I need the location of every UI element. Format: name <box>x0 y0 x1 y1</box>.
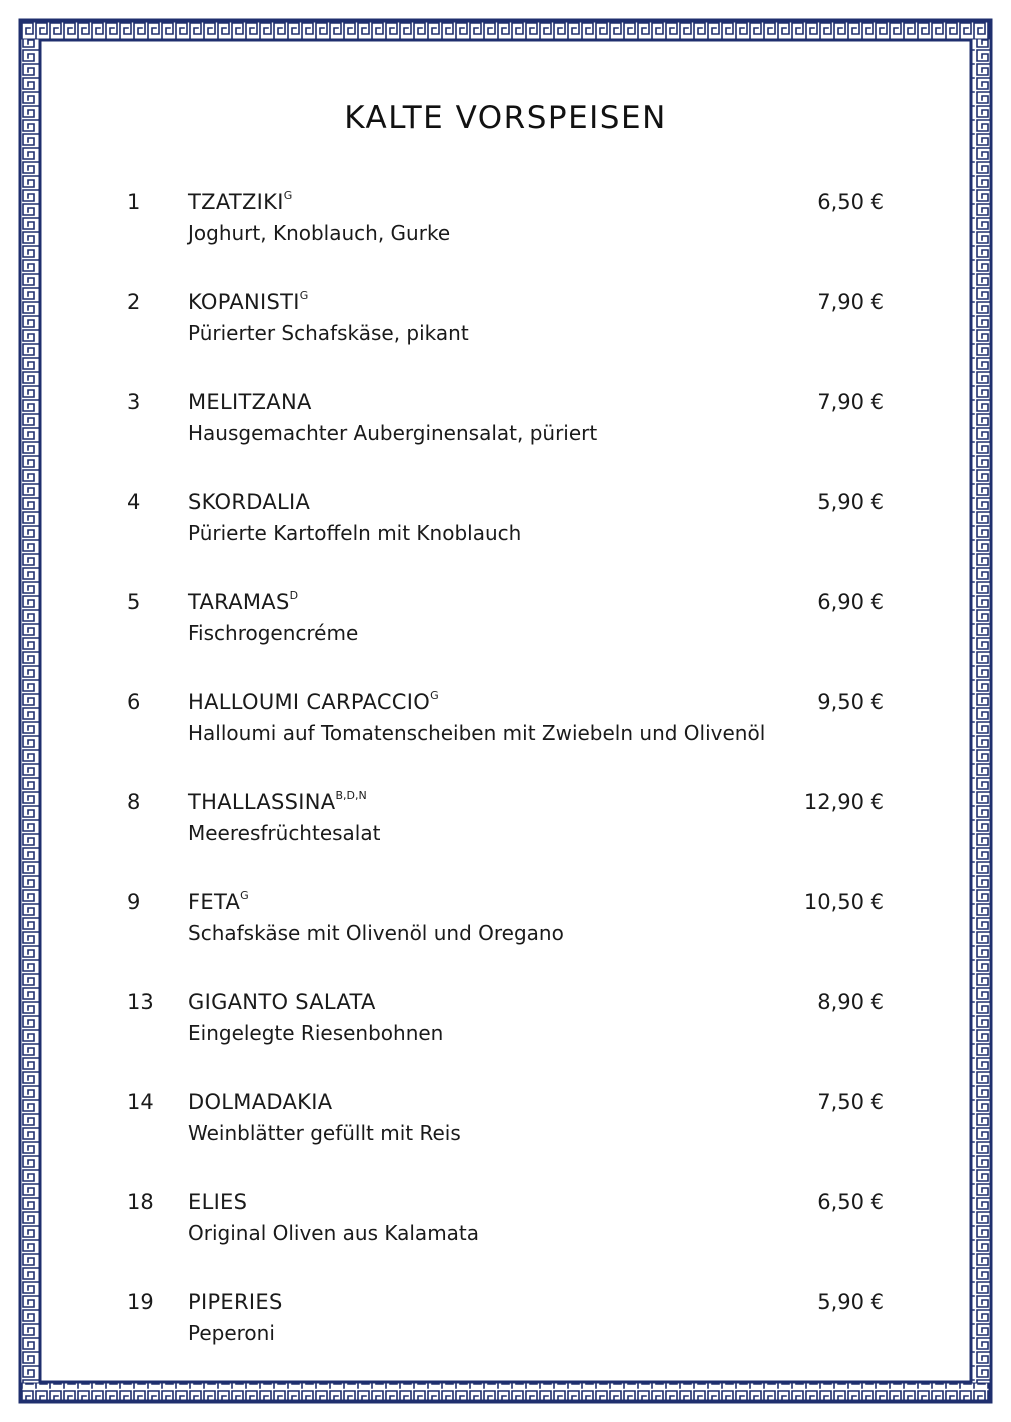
item-price: 10,50 € <box>803 890 884 914</box>
item-name-text: KOPANISTI <box>188 290 300 314</box>
item-price: 7,90 € <box>817 290 884 314</box>
item-number: 13 <box>127 990 154 1014</box>
item-name <box>188 590 298 614</box>
item-name <box>188 390 312 414</box>
item-number: 2 <box>127 290 141 314</box>
item-description: Fischrogencréme <box>188 621 359 645</box>
item-description: Weinblätter gefüllt mit Reis <box>188 1121 461 1145</box>
allergen-code: G <box>299 289 309 302</box>
item-number: 4 <box>127 490 141 514</box>
menu-item <box>0 786 1011 886</box>
item-price: 12,90 € <box>803 790 884 814</box>
item-name <box>188 1090 332 1114</box>
item-name-text: PIPERIES <box>188 1290 283 1314</box>
item-name <box>188 1190 247 1214</box>
item-price: 8,90 € <box>817 990 884 1014</box>
item-description: Peperoni <box>188 1321 275 1345</box>
item-name <box>188 290 308 314</box>
allergen-code: D <box>289 589 299 602</box>
allergen-code: G <box>430 689 439 702</box>
item-name-text: HALLOUMI CARPACCIO <box>188 690 431 714</box>
item-number: 5 <box>127 590 141 614</box>
item-number: 8 <box>127 790 141 814</box>
page-title: KALTE VORSPEISEN <box>344 100 667 136</box>
item-description: Joghurt, Knoblauch, Gurke <box>188 221 451 245</box>
item-price: 9,50 € <box>817 690 884 714</box>
item-name-text: TARAMAS <box>188 590 290 614</box>
menu-item <box>0 586 1011 686</box>
item-price: 6,50 € <box>817 190 884 214</box>
item-name <box>188 190 292 214</box>
menu-item <box>0 386 1011 486</box>
item-name <box>188 1290 283 1314</box>
item-name <box>188 690 439 714</box>
menu-item <box>0 486 1011 586</box>
menu-item <box>0 686 1011 786</box>
allergen-code: B,D,N <box>335 789 367 802</box>
item-description: Hausgemachter Auberginensalat, püriert <box>188 421 598 445</box>
item-name <box>188 890 249 914</box>
item-number: 18 <box>127 1190 154 1214</box>
item-description: Original Oliven aus Kalamata <box>188 1221 480 1245</box>
item-name-text: FETA <box>188 890 241 914</box>
item-price: 6,90 € <box>817 590 884 614</box>
allergen-code: G <box>283 189 293 202</box>
menu-item <box>0 1086 1011 1186</box>
item-number: 1 <box>127 190 141 214</box>
menu-item <box>0 986 1011 1086</box>
item-name-text: ELIES <box>188 1190 248 1214</box>
item-number: 14 <box>127 1090 154 1114</box>
allergen-code: G <box>240 889 249 902</box>
item-number: 9 <box>127 890 141 914</box>
item-name-text: DOLMADAKIA <box>188 1090 333 1114</box>
menu-item <box>0 1286 1011 1386</box>
item-description: Eingelegte Riesenbohnen <box>188 1021 444 1045</box>
item-name-text: GIGANTO SALATA <box>188 990 376 1014</box>
item-description: Schafskäse mit Olivenöl und Oregano <box>188 921 564 945</box>
item-name-text: SKORDALIA <box>188 490 311 514</box>
item-name <box>188 790 367 814</box>
item-description: Halloumi auf Tomatenscheiben mit Zwiebeln und Olivenöl <box>188 721 766 745</box>
item-number: 3 <box>127 390 141 414</box>
item-price: 5,90 € <box>817 1290 884 1314</box>
item-name-text: TZATZIKI <box>188 190 284 214</box>
item-price: 5,90 € <box>817 490 884 514</box>
item-name-text: MELITZANA <box>188 390 312 414</box>
item-price: 6,50 € <box>817 1190 884 1214</box>
menu-item <box>0 286 1011 386</box>
item-price: 7,50 € <box>817 1090 884 1114</box>
item-number: 19 <box>127 1290 154 1314</box>
item-name <box>188 990 376 1014</box>
menu-item <box>0 186 1011 286</box>
menu-list <box>0 186 1011 1386</box>
item-price: 7,90 € <box>817 390 884 414</box>
menu-item <box>0 886 1011 986</box>
item-name-text: THALLASSINA <box>188 790 336 814</box>
item-description: Meeresfrüchtesalat <box>188 821 381 845</box>
menu-item <box>0 1186 1011 1286</box>
item-number: 6 <box>127 690 141 714</box>
item-description: Pürierter Schafskäse, pikant <box>188 321 469 345</box>
item-name <box>188 490 310 514</box>
item-description: Pürierte Kartoffeln mit Knoblauch <box>188 521 522 545</box>
